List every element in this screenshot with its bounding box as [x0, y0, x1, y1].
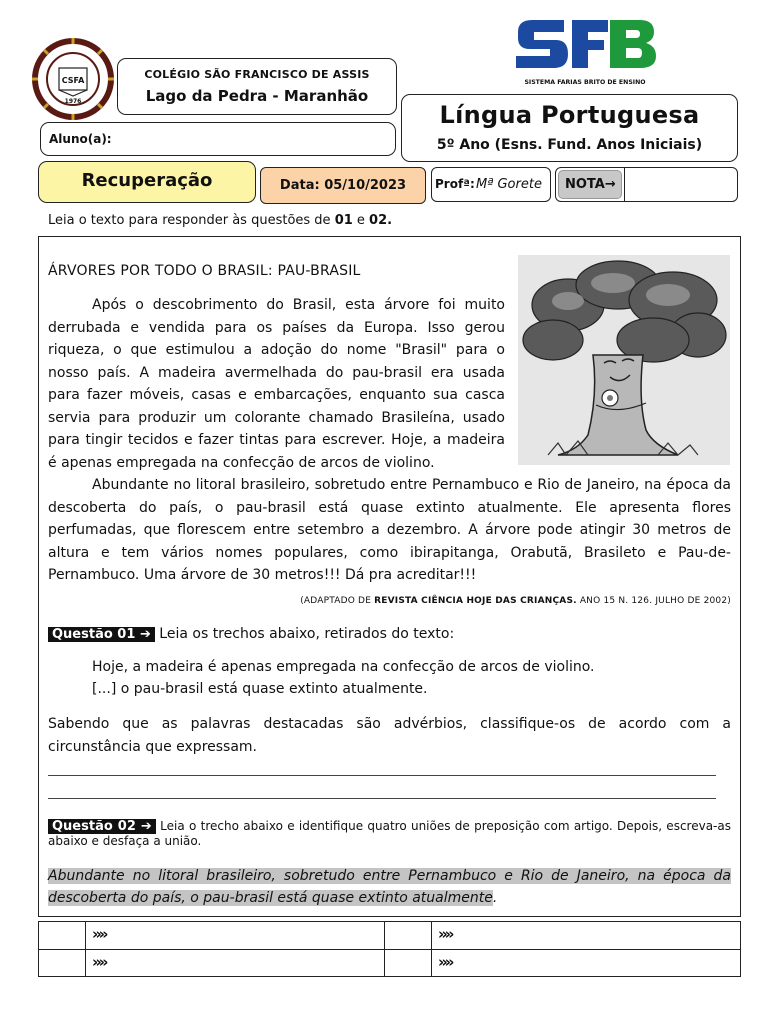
question-2-prompt: Leia o trecho abaixo e identifique quatro uniões de preposição com artigo. Depois, escreva-as abaixo e desfaça a união. [48, 819, 731, 848]
student-label: Aluno(a): [49, 132, 112, 146]
arrow-right-icon: ➔ [140, 819, 152, 834]
school-name: COLÉGIO SÃO FRANCISCO DE ASSIS [144, 68, 370, 81]
answer-table [38, 921, 741, 977]
seal-year: 1976 [64, 98, 82, 105]
school-city: Lago da Pedra - Maranhão [145, 87, 369, 105]
grade-level: 5º Ano (Esns. Fund. Anos Iniciais) [436, 137, 703, 153]
text-source: (ADAPTADO DE REVISTA CIÊNCIA HOJE DAS CRIANÇAS. ANO 15 N. 126. JULHO DE 2002) [300, 596, 731, 606]
school-seal-logo [30, 36, 116, 122]
text-title: ÁRVORES POR TODO O BRASIL: PAU-BRASIL [48, 263, 361, 279]
answer-cell[interactable] [86, 950, 385, 977]
tree-illustration [518, 255, 730, 465]
teacher-box [431, 167, 551, 202]
student-name-field[interactable] [40, 122, 396, 156]
logo-caption: SISTEMA FARIAS BRITO DE ENSINO [524, 79, 646, 86]
source-title: REVISTA CIÊNCIA HOJE DAS CRIANÇAS. [374, 596, 577, 606]
question-1-excerpt-2: [...] o pau-brasil está quase extinto atualmente. [92, 681, 428, 697]
grade-box[interactable] [555, 167, 738, 202]
answer-cell[interactable] [432, 950, 741, 977]
exam-type-label: Recuperação [81, 170, 213, 191]
question-2-label: Questão 02 ➔ [48, 819, 156, 834]
answer-cell[interactable] [385, 950, 432, 977]
answer-cell[interactable] [432, 922, 741, 950]
question-1-header [48, 626, 454, 642]
grade-label: NOTA→ [558, 170, 622, 199]
answer-cell[interactable] [39, 950, 86, 977]
subject-box [401, 94, 738, 162]
answer-cell[interactable] [39, 922, 86, 950]
exam-date: Data: 05/10/2023 [279, 178, 407, 193]
subject-title: Língua Portuguesa [439, 101, 700, 129]
text-paragraph-2: Abundante no litoral brasileiro, sobretudo entre Pernambuco e Rio de Janeiro, na época da descoberta do país, o pau-brasil está quase extinto atualmente. Ele apresenta flores perfumadas, que florescem entre setembro a dezembro. A árvore pode atingir 30 metros de altura e tem vários nomes populares, como ibirapitanga, Orabutã, Brasileto e Pau-de-Pernambuco. Uma árvore de 30 metros!!! Dá pra acreditar!!! [48, 477, 731, 583]
question-1-instruction: Sabendo que as palavras destacadas são advérbios, classifique-os de acordo com a circunstância que expressam. [48, 716, 731, 755]
instruction-question-a: 01 [334, 213, 353, 228]
arrow-right-icon: ➔ [139, 627, 151, 642]
teacher-prefix: Profª: [435, 177, 475, 191]
teacher-name: Mª Gorete [476, 177, 542, 192]
date-box [260, 167, 426, 204]
question-2-quote: Abundante no litoral brasileiro, sobretudo entre Pernambuco e Rio de Janeiro, na época da descoberta do país, o pau-brasil está quase extinto atualmente. [48, 868, 731, 906]
reading-instruction: Leia o texto para responder às questões de 01 e 02. [48, 213, 393, 228]
sfb-logo [512, 16, 658, 90]
question-1-excerpt-1: Hoje, a madeira é apenas empregada na confecção de arcos de violino. [92, 659, 595, 675]
double-chevron-icon: »» [438, 925, 452, 943]
text-paragraph-1: Após o descobrimento do Brasil, esta árvore foi muito derrubada e vendida para os países da Europa. Isso gerou riqueza, o que estimulou a adoção do nome "Brasil" para o nosso país. A madeira avermelhada do pau-brasil era usada para fazer móveis, casas e embarcações, enquanto sua casca servia para produzir um colorante chamado Brasileína, usado para tingir tecidos e fazer tintas para escrever. Hoje, a madeira é apenas empregada na confecção de arcos de violino. [48, 297, 505, 471]
question-1-label: Questão 01 ➔ [48, 627, 155, 642]
answer-line[interactable] [48, 775, 716, 776]
double-chevron-icon: »» [438, 953, 452, 971]
double-chevron-icon: »» [92, 925, 106, 943]
school-header-box [117, 58, 397, 115]
highlighted-quote: Abundante no litoral brasileiro, sobretudo entre Pernambuco e Rio de Janeiro, na época da descoberta do país, o pau-brasil está quase extinto atualmente [48, 868, 731, 906]
grade-divider [624, 168, 625, 201]
seal-text: CSFA [61, 76, 85, 85]
instruction-question-b: 02. [369, 213, 393, 228]
answer-cell[interactable] [385, 922, 432, 950]
answer-line[interactable] [48, 798, 716, 799]
answer-cell[interactable] [86, 922, 385, 950]
exam-type-box [38, 161, 256, 203]
question-1-prompt: Leia os trechos abaixo, retirados do texto: [159, 626, 455, 642]
double-chevron-icon: »» [92, 953, 106, 971]
question-2-header [48, 819, 731, 849]
